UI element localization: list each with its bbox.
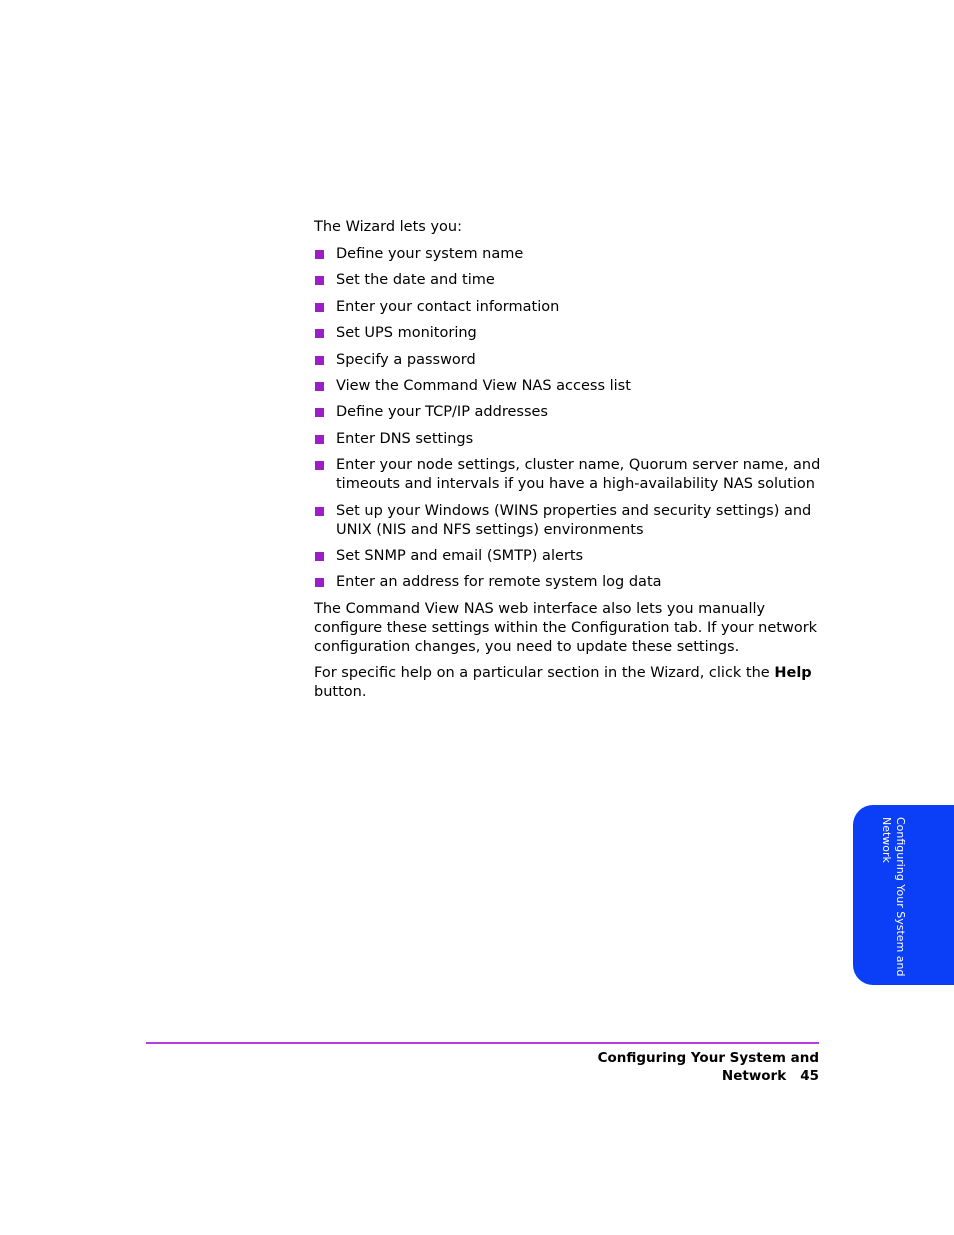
list-item-text: Specify a password bbox=[336, 351, 476, 368]
list-item-text: Enter an address for remote system log data bbox=[336, 574, 662, 591]
wizard-feature-list bbox=[314, 245, 824, 592]
list-item-text: Set up your Windows (WINS properties and security settings) and UNIX (NIS and NFS settings) environments bbox=[336, 502, 812, 538]
bullet-square-icon bbox=[315, 552, 324, 561]
bullet-square-icon bbox=[315, 507, 324, 516]
footer-divider bbox=[146, 1042, 819, 1044]
list-item bbox=[314, 573, 824, 592]
page-number: 45 bbox=[800, 1068, 819, 1084]
list-item-text: Set SNMP and email (SMTP) alerts bbox=[336, 547, 584, 564]
bullet-square-icon bbox=[315, 276, 324, 285]
bullet-square-icon bbox=[315, 329, 324, 338]
bullet-square-icon bbox=[315, 303, 324, 312]
help-paragraph-before: For specific help on a particular section in the Wizard, click the bbox=[314, 664, 775, 681]
bullet-square-icon bbox=[315, 461, 324, 470]
list-item-text: Set the date and time bbox=[336, 272, 495, 289]
chapter-side-tab bbox=[853, 805, 954, 985]
help-keyword: Help bbox=[774, 664, 812, 681]
page-footer bbox=[500, 1049, 819, 1085]
list-item-text: Define your TCP/IP addresses bbox=[336, 404, 548, 421]
bullet-square-icon bbox=[315, 408, 324, 417]
chapter-side-tab-label: Configuring Your System and Network bbox=[880, 817, 907, 977]
list-item bbox=[314, 377, 824, 396]
intro-text: The Wizard lets you: bbox=[314, 219, 462, 235]
list-item bbox=[314, 245, 824, 264]
bullet-square-icon bbox=[315, 578, 324, 587]
page-content bbox=[314, 218, 824, 709]
list-item bbox=[314, 547, 824, 566]
list-item-text: Enter your contact information bbox=[336, 298, 560, 315]
list-item bbox=[314, 298, 824, 317]
list-item-text: Enter DNS settings bbox=[336, 430, 474, 447]
help-paragraph-after: button. bbox=[314, 683, 367, 700]
footer-chapter-title: Configuring Your System and Network bbox=[597, 1050, 819, 1084]
bullet-square-icon bbox=[315, 250, 324, 259]
configuration-paragraph: The Command View NAS web interface also lets you manually configure these settings within the Configuration tab. If your network configuration changes, you need to update these settings. bbox=[314, 600, 818, 655]
bullet-square-icon bbox=[315, 435, 324, 444]
list-item-text: Define your system name bbox=[336, 246, 524, 262]
list-item-text: Enter your node settings, cluster name, Quorum server name, and timeouts and intervals if you have a high-availability NAS solution bbox=[336, 457, 821, 493]
list-item bbox=[314, 456, 824, 494]
list-item-text: Set UPS monitoring bbox=[336, 325, 477, 342]
list-item bbox=[314, 271, 824, 290]
bullet-square-icon bbox=[315, 356, 324, 365]
help-paragraph bbox=[314, 664, 824, 702]
list-item bbox=[314, 430, 824, 449]
bullet-square-icon bbox=[315, 382, 324, 391]
list-item-text: View the Command View NAS access list bbox=[336, 377, 631, 394]
list-item bbox=[314, 351, 824, 370]
list-item bbox=[314, 403, 824, 422]
list-item bbox=[314, 324, 824, 343]
list-item bbox=[314, 502, 824, 540]
